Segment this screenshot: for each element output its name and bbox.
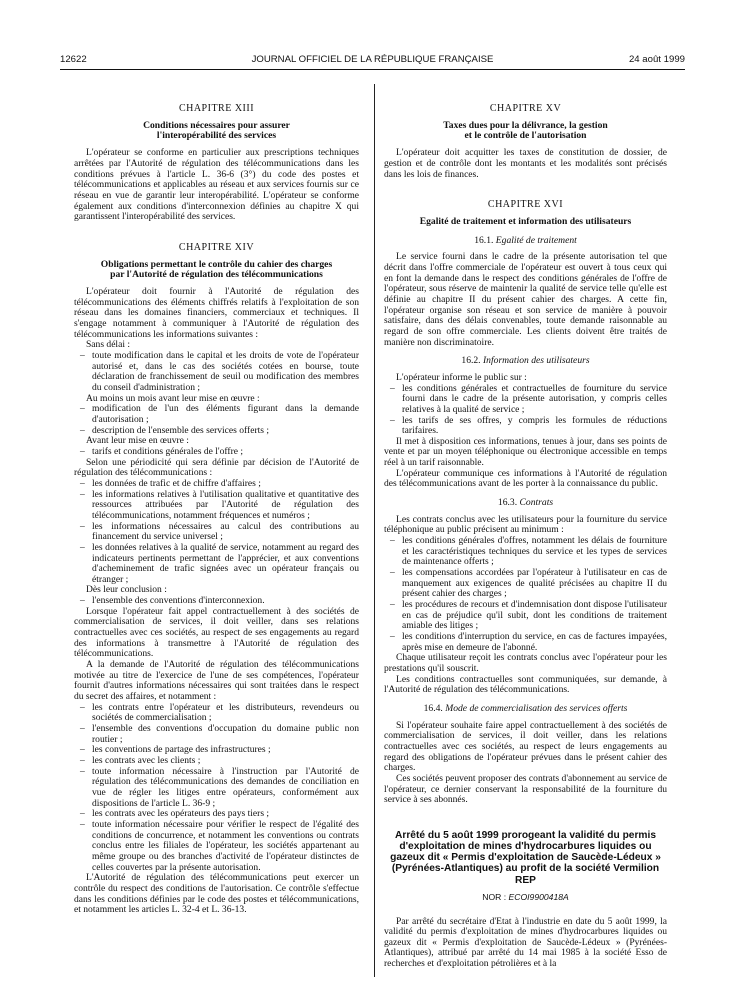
paragraph: L'opérateur communique ces informations à l'Autorité de régulation des télécommunications avant de les porter à la connaissance du public. [384, 467, 667, 490]
paragraph: Le service fourni dans le cadre de la présente autorisation tel que décrit dans l'offre commerciale de l'opérateur est ouvert à tous ceux qui en font la demande dans le respect des conditions générales de l'offre de l'opérateur, sous réserve de maintenir la qualité de service telle qu'elle est définie au chapitre II du présent cahier des charges. A cette fin, l'opérateur organise son réseau et son service de manière à pouvoir satisfaire, dans des délais convenables, toute demande raisonnable au regard de son offre commerciale. Les clients doivent être traités de manière non discriminatoire. [384, 251, 667, 348]
list-item: – les contrats avec les clients ; [74, 756, 359, 767]
paragraph: Si l'opérateur souhaite faire appel contractuellement à des sociétés de commercialisation de services, il doit veiller, dans les relations contractuelles avec ces sociétés, au respect de leurs engagements au regard des obligations de l'opérateur prévues dans le présent cahier des charges. [384, 719, 667, 774]
list-lead: Dès leur conclusion : [86, 584, 167, 596]
section-16-2-heading: 16.2. Information des utilisateurs [461, 355, 590, 367]
list [74, 479, 359, 586]
list-item: – les conditions générales d'offres, notamment les délais de fourniture et les caractéristiques techniques du service et les types de services de maintenance offerts ; [384, 536, 667, 568]
section-16-3-heading: 16.3. Contrats [497, 497, 554, 509]
list-lead: Sans délai : [86, 339, 131, 351]
list-item: – les contrats entre l'opérateur et les distributeurs, revendeurs ou sociétés de commercialisation ; [74, 703, 359, 724]
chapter-xiv-label: CHAPITRE XIV [178, 241, 255, 253]
journal-title: JOURNAL OFFICIEL DE LA RÉPUBLIQUE FRANÇAISE [251, 54, 494, 65]
page-header [60, 54, 685, 70]
list [74, 447, 359, 458]
list-item: – les conventions de partage des infrastructures ; [74, 745, 359, 756]
chapter-xiii-title: Conditions nécessaires pour assurer l'interopérabilité des services [143, 119, 290, 142]
paragraph: Les conditions contractuelles sont communiquées, sur demande, à l'Autorité de régulation des télécommunications. [384, 673, 667, 696]
chapter-xv-label: CHAPITRE XV [489, 103, 562, 114]
list-lead: Les contrats conclus avec les utilisateurs pour la fourniture du service téléphonique au public précisent au minimum : [384, 513, 667, 536]
nor-reference: NOR : ECOI9900418A [482, 891, 569, 902]
list-lead: Au moins un mois avant leur mise en œuvre : [86, 392, 260, 404]
section-16-4-heading: 16.4. Mode de commercialisation des services offerts [423, 702, 628, 714]
list-item: – l'ensemble des conventions d'occupation du domaine public non routier ; [74, 724, 359, 745]
list-item: – les informations nécessaires au calcul des contributions au financement du service universel ; [74, 522, 359, 543]
list-item: – toute information nécessaire à l'instruction par l'Autorité de régulation des télécommunications des demandes de conciliation en vue de régler les litiges entre opérateurs, conformément aux dispositions de l'article L. 36-9 ; [74, 767, 359, 810]
page-number: 12622 [60, 54, 87, 65]
chapter-xiv-title: Obligations permettant le contrôle du cahier des charges par l'Autorité de régulation des télécommunications [100, 258, 333, 281]
issue-date: 24 août 1999 [628, 54, 685, 65]
list-item: – les données relatives à la qualité de service, notamment au regard des indicateurs pertinents permettant de l'apprécier, et aux conventions d'acheminement de trafic signées avec un opérateur français ou étranger ; [74, 543, 359, 586]
paragraph: L'opérateur se conforme en particulier aux prescriptions techniques arrêtées par l'Autorité de régulation des télécommunications dans les conditions prévues à l'article L. 36-6 (3°) du code des postes et télécommunications et applicables au réseau et aux services fournis sur ce réseau en vue de garantir leur interopérabilité. L'opérateur se conforme également aux conditions d'interconnexion définies au chapitre X qui garantissent l'interopérabilité des services. [74, 147, 359, 223]
paragraph: Il met à disposition ces informations, tenues à jour, dans ses points de vente et par un moyen téléphonique ou électronique accessible en temps réel à un tarif raisonnable. [384, 435, 667, 469]
paragraph: L'opérateur doit acquitter les taxes de constitution de dossier, de gestion et de contrôle dont les montants et les modalités sont précisés dans les lois de finances. [384, 147, 667, 180]
chapter-xvi-label: CHAPITRE XVI [487, 199, 564, 211]
list-item: – toute modification dans le capital et les droits de vote de l'opérateur autorisé et, dans le cas des sociétés cotées en bourse, toute déclaration de franchissement de seuil ou modification des membres du conseil d'administration ; [74, 351, 359, 394]
section-16-1-heading: 16.1. Egalité de traitement [474, 234, 577, 246]
list-item: – les procédures de recours et d'indemnisation dont dispose l'utilisateur en cas de préjudice qu'il subit, dont les conditions de traitement amiable des litiges ; [384, 600, 667, 632]
list-item: – les contrats avec les opérateurs des pays tiers ; [74, 809, 359, 820]
list-item: – tarifs et conditions générales de l'offre ; [74, 447, 359, 458]
list-item: – les informations relatives à l'utilisation qualitative et quantitative des ressources attribuées par l'Autorité de régulation des télécommunications, notamment fréquences et numéros ; [74, 490, 359, 522]
header-rule [60, 69, 685, 70]
list-lead: Selon une périodicité qui sera définie par décision de l'Autorité de régulation des télécommunications : [74, 456, 359, 479]
paragraph: L'opérateur doit fournir à l'Autorité de régulation des télécommunications des éléments chiffrés relatifs à l'exploitation de son réseau dans les domaines financiers, commerciaux et techniques. Il s'engage notamment à communiquer à l'Autorité de régulation des télécommunications les informations suivantes : [74, 286, 359, 340]
list-item: – modification de l'un des éléments figurant dans la demande d'autorisation ; [74, 404, 359, 425]
chapter-xvi-title: Egalité de traitement et information des utilisateurs [419, 215, 632, 227]
list [74, 351, 359, 394]
list-item: – les données de trafic et de chiffre d'affaires ; [74, 479, 359, 490]
left-column [74, 84, 359, 916]
list-item: – les conditions d'interruption du service, en cas de factures impayées, après mise en demeure de l'abonné. [384, 632, 667, 653]
paragraph: Lorsque l'opérateur fait appel contractuellement à des sociétés de commercialisation de services, il doit veiller, dans ses relations contractuelles avec ces sociétés, au respect de ses engagements au regard des informations à transmettre à l'Autorité de régulation des télécommunications. [74, 605, 359, 660]
list-item: – les compensations accordées par l'opérateur à l'utilisateur en cas de manquement aux exigences de qualité précisées au chapitre II du présent cahier des charges ; [384, 568, 667, 600]
list [384, 384, 667, 437]
list-item: – les conditions générales et contractuelles de fourniture du service fourni dans le cadre de la présente autorisation, y compris celles relatives à la qualité de service ; [384, 384, 667, 416]
list-item: – l'ensemble des conventions d'interconnexion. [74, 596, 359, 607]
paragraph: A la demande de l'Autorité de régulation des télécommunications motivée au titre de l'exercice de l'une de ses compétences, l'opérateur fournit d'autres informations nécessaires qui sont traitées dans le respect du secret des affaires, et notamment : [74, 659, 359, 703]
arrete-title: Arrêté du 5 août 1999 prorogeant la validité du permis d'exploitation de mines d'hydrocarbures liquides ou gazeux dit « Permis d'exploitation de Saucède-Lédeux » (Pyrénées-Atlantiques) au profit de la société Vermilion REP [390, 829, 661, 886]
paragraph: Ces sociétés peuvent proposer des contrats d'abonnement au service de l'opérateur, ce dernier conservant la responsabilité de la fourniture du service à ses abonnés. [384, 772, 667, 806]
paragraph: Par arrêté du secrétaire d'Etat à l'industrie en date du 5 août 1999, la validité du permis d'exploitation de mines d'hydrocarbures liquides ou gazeux dit « Permis d'exploitation de Saucède-Lédeux » (Pyrénées-Atlantiques), attribué par arrêté du 14 mai 1985 à la société Esso de recherches et d'exploitation pétrolières et à la [384, 915, 667, 970]
list-item: – les tarifs de ses offres, y compris les formules de réductions tarifaires. [384, 416, 667, 437]
list-item: – description de l'ensemble des services offerts ; [74, 426, 359, 437]
chapter-xv-title: Taxes dues pour la délivrance, la gestion et le contrôle de l'autorisation [443, 119, 608, 142]
list [74, 404, 359, 436]
right-column [384, 84, 667, 970]
list-lead: Avant leur mise en œuvre : [86, 435, 189, 447]
column-divider [374, 84, 375, 977]
list [74, 703, 359, 874]
paragraph: L'Autorité de régulation des télécommunications peut exercer un contrôle du respect des conditions de l'autorisation. Ce contrôle s'effectue dans les conditions définies par le code des postes et télécommunications, et notamment les articles L. 32-4 et L. 36-13. [74, 872, 359, 916]
list [384, 536, 667, 653]
list-lead: L'opérateur informe le public sur : [396, 371, 527, 383]
list [74, 596, 359, 607]
paragraph: Chaque utilisateur reçoit les contrats conclus avec l'opérateur pour les prestations qu'il souscrit. [384, 652, 667, 674]
list-item: – toute information nécessaire pour vérifier le respect de l'égalité des conditions de concurrence, et notamment les conventions ou contrats conclus entre les filiales de l'opérateur, les sociétés appartenant au même groupe ou des branches d'activité de l'opérateur distinctes de celles couvertes par la présente autorisation. [74, 820, 359, 873]
chapter-xiii-label: CHAPITRE XIII [178, 103, 255, 114]
